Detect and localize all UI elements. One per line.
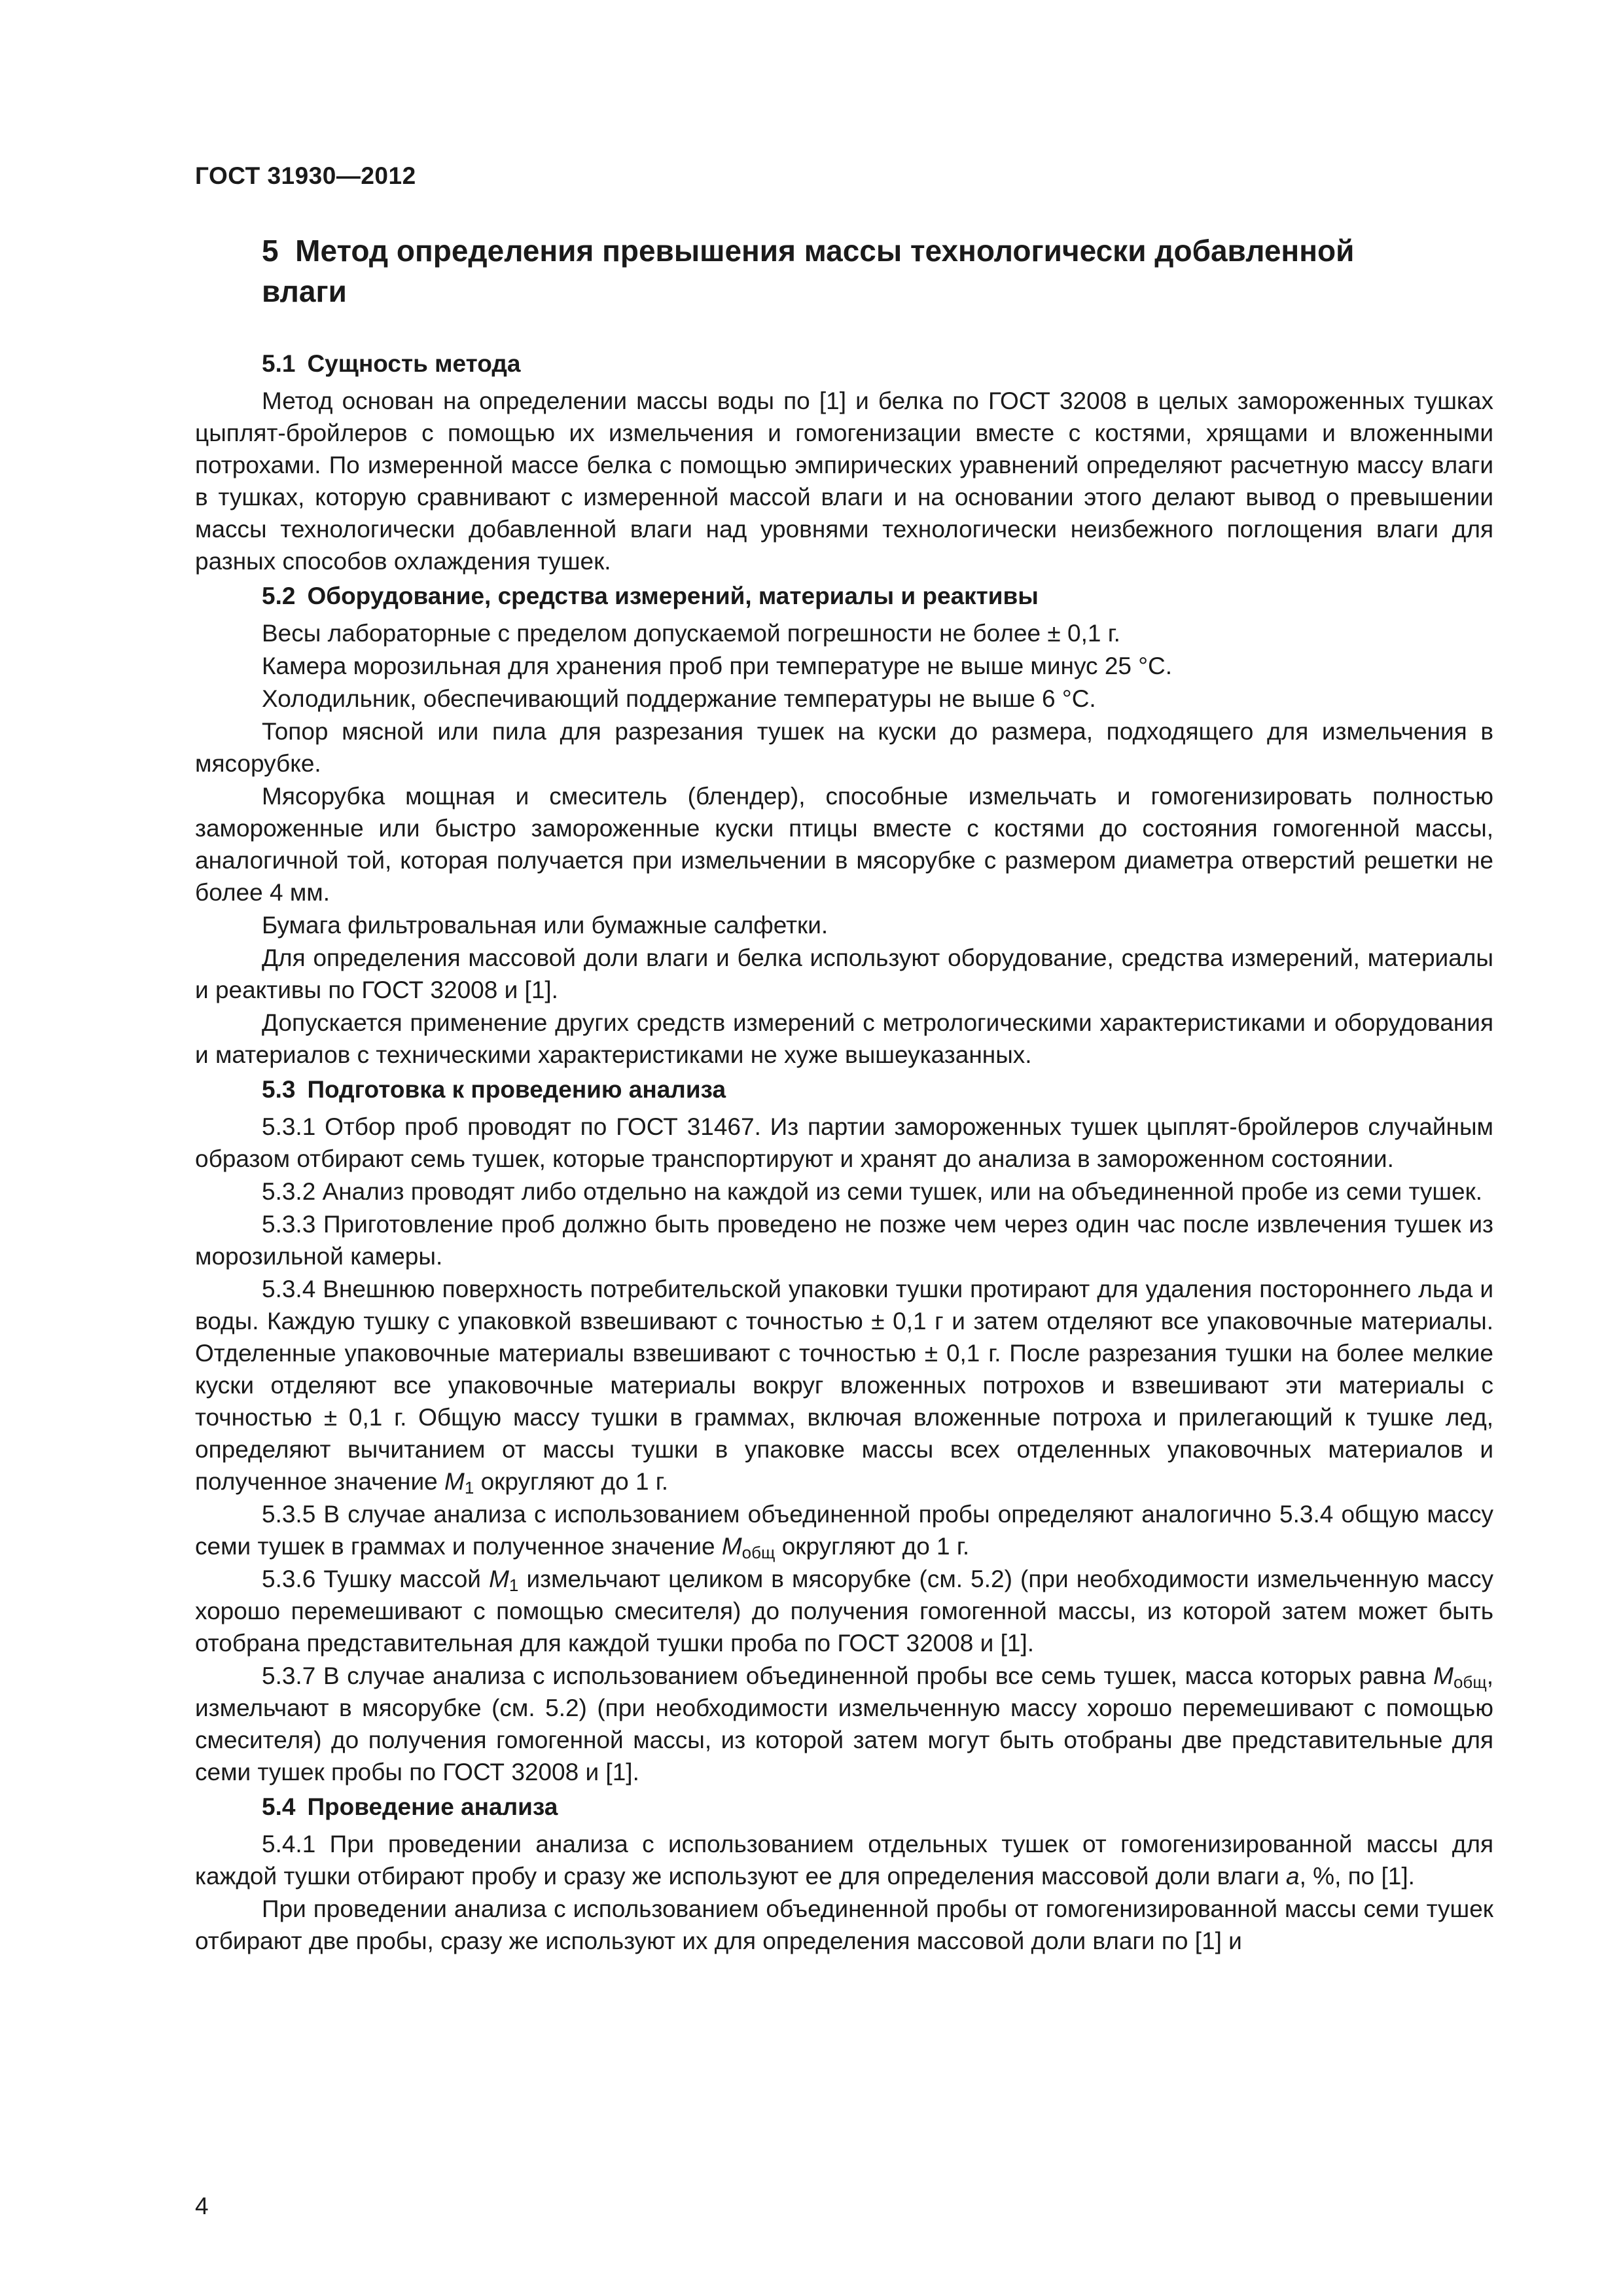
paragraph: При проведении анализа с использованием объединенной пробы от гомогенизированной массы семи тушек отбирают две пробы, сразу же используют их для определения массовой доли влаги по [1] и [195,1895,1493,1954]
paragraph: Камера морозильная для хранения проб при температуре не выше минус 25 °С. [262,653,1173,679]
symbol-m: M [489,1566,509,1592]
section-title [262,230,1374,312]
document-header: ГОСТ 31930—2012 [195,162,416,189]
paragraph: Весы лабораторные с пределом допускаемой погрешности не более ± 0,1 г. [262,620,1120,647]
paragraph: Мясорубка мощная и смеситель (блендер), способные измельчать и гомогенизировать полностью замороженные или быстро замороженные куски птицы вместе с костями до состояния гомогенной массы, аналогичной той, которая получается при измельчении в мясорубке с размером диаметра отверстий решетки не более 4 мм. [195,783,1493,906]
paragraph: Топор мясной или пила для разрезания тушек на куски до размера, подходящего для измельчения в мясорубке. [195,718,1493,777]
paragraph: Метод основан на определении массы воды по [1] и белка по ГОСТ 32008 в целых замороженных тушках цыплят-бройлеров с помощью их измельчения и гомогенизации вместе с костями, хрящами и вложенными потрохами. По измеренной массе белка с помощью эмпирических уравнений определяют расчетную массу влаги в тушках, которую сравнивают с измеренной массой влаги и на основании этого делают вывод о превышении массы технологически добавленной влаги над уровнями технологически неизбежного поглощения влаги для разных способов охлаждения тушек. [195,387,1493,575]
document-body [195,346,1493,1958]
paragraph: Бумага фильтровальная или бумажные салфетки. [262,912,829,939]
paragraph-5-3-2: 5.3.2 Анализ проводят либо отдельно на каждой из семи тушек, или на объединенной пробе из семи тушек. [262,1178,1483,1205]
paragraph-5-3-1: 5.3.1 Отбор проб проводят по ГОСТ 31467. Из партии замороженных тушек цыплят-бройлеров случайным образом отбирают семь тушек, которые транспортируют и хранят до анализа в замороженном состоянии. [195,1113,1493,1172]
paragraph-5-3-4: 5.3.4 Внешнюю поверхность потребительской упаковки тушки протирают для удаления постороннего льда и воды. Каждую тушку с упаковкой взвешивают с точностью ± 0,1 г и затем отделяют все упаковочные материалы. Отделенные упаковочные материалы взвешивают с точностью ± 0,1 г. После разрезания тушки на более мелкие куски отделяют все упаковочные материалы вокруг вложенных потрохов и взвешивают эти материалы с точностью ± 0,1 г. Общую массу тушки в граммах, включая вложенные потроха и прилегающий к тушке лед, определяют вычитанием от массы тушки в упаковке массы всех отделенных упаковочных материалов и полученное значение $M_1$ округляют до 1 г. [195,1276,1493,1498]
paragraph-5-3-6: 5.3.6 Тушку массой $M_1$ измельчают целиком в мясорубке (см. 5.2) (при необходимости измельченную массу хорошо перемешивают с помощью смесителя) до получения гомогенной массы, из которой затем может быть отобрана представительная для каждой тушки проба по ГОСТ 32008 и [1]. [195,1566,1494,1657]
paragraph: Для определения массовой доли влаги и белка используют оборудование, средства измерений, материалы и реактивы по ГОСТ 32008 и [1]. [195,944,1493,1003]
paragraph: Допускается применение других средств измерений с метрологическими характеристиками и оборудования и материалов с техническими характеристиками не хуже вышеуказанных. [195,1009,1493,1068]
section-number: 5 [262,234,279,268]
symbol-a: a [1286,1863,1300,1890]
paragraph-5-3-7: 5.3.7 В случае анализа с использованием объединенной пробы все семь тушек, масса которых равна $M_{общ}$, измельчают в мясорубке (см. 5.2) (при необходимости измельченную массу хорошо перемешивают с помощью смесителя) до получения гомогенной массы, из которой затем могут быть отобраны две представительные для семи тушек пробы по ГОСТ 32008 и [1]. [195,1662,1493,1785]
subsection-heading-5-1: 5.1 Сущность метода [262,350,521,377]
symbol-subscript: общ [1453,1672,1487,1692]
paragraph-5-4-1: 5.4.1 При проведении анализа с использованием отдельных тушек от гомогенизированной массы для каждой тушки отбирают пробу и сразу же используют ее для определения массовой доли влаги a, %, по [1]. [195,1831,1493,1890]
paragraph-5-3-3: 5.3.3 Приготовление проб должно быть проведено не позже чем через один час после извлечения тушек из морозильной камеры. [195,1211,1493,1270]
paragraph: Холодильник, обеспечивающий поддержание температуры не выше 6 °С. [262,685,1096,712]
section-title-text: Метод определения превышения массы технологически добавленной влаги [262,234,1355,308]
symbol-subscript: общ [741,1543,776,1562]
symbol-m: M [721,1533,742,1560]
symbol-m: M [444,1468,465,1495]
symbol-m: M [1433,1662,1454,1689]
paragraph-5-3-5: 5.3.5 В случае анализа с использованием объединенной пробы определяют аналогично 5.3.4 общую массу семи тушек в граммах и полученное значение $M_{общ}$ округляют до 1 г. [195,1501,1493,1562]
subsection-heading-5-2: 5.2 Оборудование, средства измерений, материалы и реактивы [262,583,1039,609]
subsection-heading-5-4: 5.4 Проведение анализа [262,1793,558,1820]
symbol-subscript: 1 [508,1575,519,1595]
page-number: 4 [195,2193,209,2219]
symbol-subscript: 1 [464,1478,474,1498]
subsection-heading-5-3: 5.3 Подготовка к проведению анализа [262,1076,726,1103]
